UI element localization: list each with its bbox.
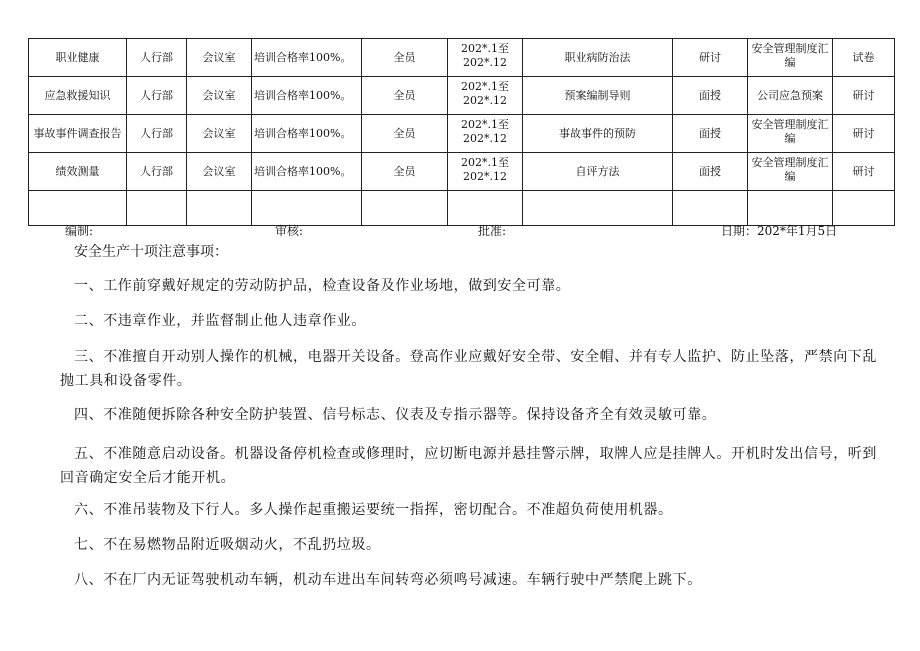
goal-cell: 培训合格率100%。 (252, 153, 362, 191)
note-item: 二、不违章作业，并监督制止他人违章作业。 (74, 313, 366, 329)
table-row (29, 77, 895, 115)
content-cell: 事故事件的预防 (523, 115, 673, 153)
method-cell: 研讨 (673, 39, 748, 77)
department-cell: 人行部 (127, 39, 187, 77)
empty-cell (29, 191, 127, 226)
note-item: 八、不在厂内无证驾驶机动车辆，机动车进出车间转弯必须鸣号减速。车辆行驶中严禁爬上跳下。 (74, 572, 702, 588)
participants-cell: 全员 (362, 39, 448, 77)
location-cell: 会议室 (187, 153, 252, 191)
table-row (29, 39, 895, 77)
material-cell: 安全管理制度汇编 (748, 115, 833, 153)
topic-cell: 职业健康 (29, 39, 127, 77)
date-label: 日期：202*年1月5日 (721, 224, 838, 238)
empty-cell (748, 191, 833, 226)
table-row (29, 153, 895, 191)
table-row-empty (29, 191, 895, 226)
safety-notes (60, 244, 890, 589)
empty-cell (448, 191, 523, 226)
content-cell: 预案编制导则 (523, 77, 673, 115)
note-item: 三、不准擅自开动别人操作的机械，电器开关设备。登高作业应戴好安全带、安全帽、并有专人监护、防止坠落，严禁向下乱抛工具和设备零件。 (60, 349, 877, 389)
table-row (29, 115, 895, 153)
empty-cell (127, 191, 187, 226)
assessment-cell: 研讨 (833, 115, 895, 153)
goal-cell: 培训合格率100%。 (252, 115, 362, 153)
empty-cell (187, 191, 252, 226)
assessment-cell: 试卷 (833, 39, 895, 77)
empty-cell (523, 191, 673, 226)
reviewed-by-label: 审核: (275, 224, 304, 238)
content-cell: 职业病防治法 (523, 39, 673, 77)
department-cell: 人行部 (127, 77, 187, 115)
location-cell: 会议室 (187, 77, 252, 115)
department-cell: 人行部 (127, 153, 187, 191)
note-item: 六、不准吊装物及下行人。多人操作起重搬运要统一指挥，密切配合。不准超负荷使用机器。 (74, 502, 673, 518)
content-cell: 自评方法 (523, 153, 673, 191)
topic-cell: 绩效测量 (29, 153, 127, 191)
period-cell: 202*.1至202*.12 (448, 77, 523, 115)
period-cell: 202*.1至202*.12 (448, 153, 523, 191)
location-cell: 会议室 (187, 115, 252, 153)
note-item: 一、工作前穿戴好规定的劳动防护品，检查设备及作业场地，做到安全可靠。 (74, 278, 571, 294)
training-plan-table (28, 38, 895, 226)
note-item: 四、不准随便拆除各种安全防护装置、信号标志、仪表及专指示器等。保持设备齐全有效灵敏可靠。 (74, 407, 717, 423)
note-item: 五、不准随意启动设备。机器设备停机检查或修理时，应切断电源并悬挂警示牌，取牌人应是挂牌人。开机时发出信号，听到回音确定安全后才能开机。 (60, 446, 877, 486)
method-cell: 面授 (673, 153, 748, 191)
notes-title: 安全生产十项注意事项： (74, 244, 228, 260)
empty-cell (252, 191, 362, 226)
material-cell: 安全管理制度汇编 (748, 39, 833, 77)
method-cell: 面授 (673, 77, 748, 115)
participants-cell: 全员 (362, 153, 448, 191)
goal-cell: 培训合格率100%。 (252, 77, 362, 115)
empty-cell (673, 191, 748, 226)
empty-cell (833, 191, 895, 226)
period-cell: 202*.1至202*.12 (448, 115, 523, 153)
department-cell: 人行部 (127, 115, 187, 153)
note-item: 七、不在易燃物品附近吸烟动火，不乱扔垃圾。 (74, 537, 381, 553)
participants-cell: 全员 (362, 77, 448, 115)
period-cell: 202*.1至202*.12 (448, 39, 523, 77)
material-cell: 公司应急预案 (748, 77, 833, 115)
prepared-by-label: 编制: (65, 224, 94, 238)
topic-cell: 应急救援知识 (29, 77, 127, 115)
goal-cell: 培训合格率100%。 (252, 39, 362, 77)
assessment-cell: 研讨 (833, 153, 895, 191)
participants-cell: 全员 (362, 115, 448, 153)
location-cell: 会议室 (187, 39, 252, 77)
empty-cell (362, 191, 448, 226)
material-cell: 安全管理制度汇编 (748, 153, 833, 191)
assessment-cell: 研讨 (833, 77, 895, 115)
method-cell: 面授 (673, 115, 748, 153)
approved-by-label: 批准: (478, 224, 507, 238)
topic-cell: 事故事件调查报告 (29, 115, 127, 153)
